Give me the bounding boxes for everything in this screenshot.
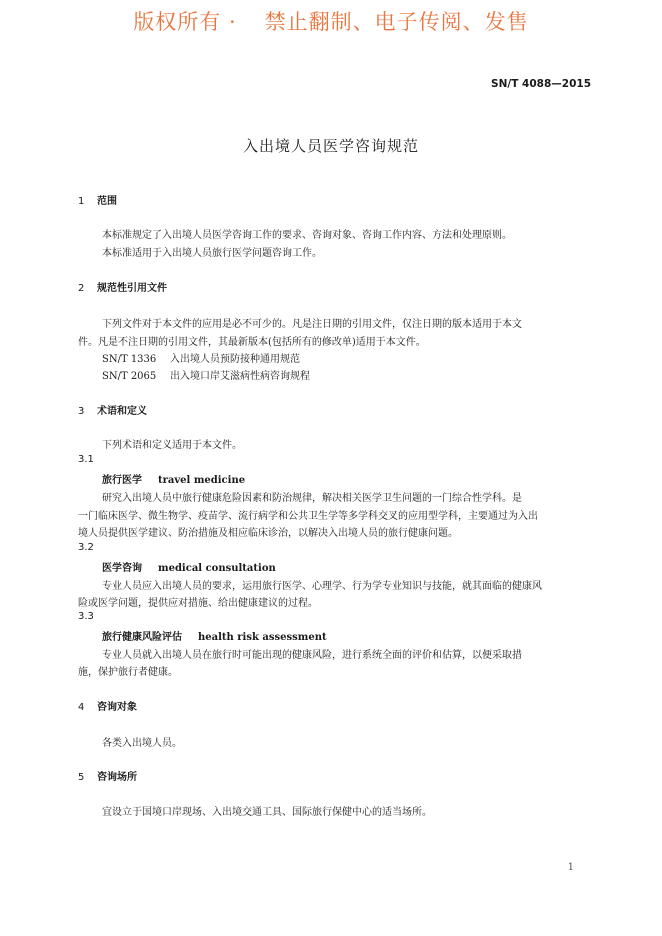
section-4-heading — [78, 698, 137, 713]
paragraph: 下列术语和定义适用于本文件。 — [102, 440, 242, 451]
definition-line: 专业人员应入出境人员的要求，运用旅行医学、心理学、行为学专业知识与技能，就其面临的健康风 — [102, 581, 542, 592]
term-zh: 旅行健康风险评估 — [102, 632, 182, 643]
term-en: travel medicine — [158, 475, 246, 486]
banner-part-2: 禁止翻制、电子传阅、发售 — [264, 10, 529, 34]
section-title: 咨询对象 — [97, 702, 137, 713]
section-number: 2 — [78, 283, 85, 294]
paragraph: 本标准适用于入出境人员旅行医学问题咨询工作。 — [102, 248, 322, 259]
term-heading — [102, 628, 327, 643]
standard-number: SN/T 4088—2015 — [491, 78, 591, 90]
section-title: 咨询场所 — [97, 772, 137, 783]
paragraph: 各类入出境人员。 — [102, 738, 182, 749]
section-number: 5 — [78, 772, 85, 783]
page-number: 1 — [567, 862, 574, 873]
term-zh: 医学咨询 — [102, 563, 142, 574]
term-zh: 旅行医学 — [102, 475, 142, 486]
paragraph-line: 件。凡是不注日期的引用文件，其最新版本(包括所有的修改单)适用于本文件。 — [78, 337, 426, 348]
definition-line: 境人员提供医学建议、防治措施及相应临床诊治，以解决入出境人员的旅行健康问题。 — [78, 528, 458, 539]
reference-title: 出入境口岸艾滋病性病咨询规程 — [170, 371, 310, 382]
reference-code: SN/T 1336 — [102, 354, 157, 365]
definition-line: 险或医学问题，提供应对措施、给出健康建议的过程。 — [78, 598, 318, 609]
term-en: medical consultation — [158, 563, 276, 574]
section-2-heading — [78, 279, 167, 294]
copyright-banner — [0, 6, 662, 36]
paragraph: 本标准规定了入出境人员医学咨询工作的要求、咨询对象、咨询工作内容、方法和处理原则。 — [102, 230, 512, 241]
term-number: 3.3 — [78, 611, 94, 622]
term-heading — [102, 559, 276, 574]
section-number: 4 — [78, 702, 85, 713]
reference-title: 入出境人员预防接种通用规范 — [170, 354, 300, 365]
banner-part-1: 版权所有 · — [133, 10, 237, 34]
reference-item — [102, 350, 300, 365]
term-heading — [102, 471, 245, 486]
definition-line: 专业人员就入出境人员在旅行时可能出现的健康风险，进行系统全面的评价和估算，以便采取措 — [102, 650, 522, 661]
section-3-heading — [78, 402, 147, 417]
term-number: 3.1 — [78, 454, 94, 465]
paragraph-line: 下列文件对于本文件的应用是必不可少的。凡是注日期的引用文件，仅注日期的版本适用于本文 — [102, 319, 522, 330]
definition-line: 研究入出境人员中旅行健康危险因素和防治规律，解决相关医学卫生问题的一门综合性学科。是 — [102, 493, 522, 504]
document-title: 入出境人员医学咨询规范 — [242, 137, 419, 155]
term-number: 3.2 — [78, 542, 94, 553]
section-number: 1 — [78, 196, 85, 207]
reference-item — [102, 367, 310, 382]
section-title: 术语和定义 — [97, 406, 147, 417]
definition-line: 一门临床医学、微生物学、疫苗学、流行病学和公共卫生学等多学科交叉的应用型学科，主要通过为入出 — [78, 511, 538, 522]
definition-line: 施，保护旅行者健康。 — [78, 667, 178, 678]
section-1-heading — [78, 192, 117, 207]
section-title: 范围 — [97, 196, 117, 207]
paragraph: 宜设立于国境口岸现场、入出境交通工具、国际旅行保健中心的适当场所。 — [102, 807, 432, 818]
term-en: health risk assessment — [198, 632, 327, 643]
reference-code: SN/T 2065 — [102, 371, 157, 382]
section-title: 规范性引用文件 — [97, 283, 167, 294]
section-number: 3 — [78, 406, 85, 417]
section-5-heading — [78, 768, 137, 783]
